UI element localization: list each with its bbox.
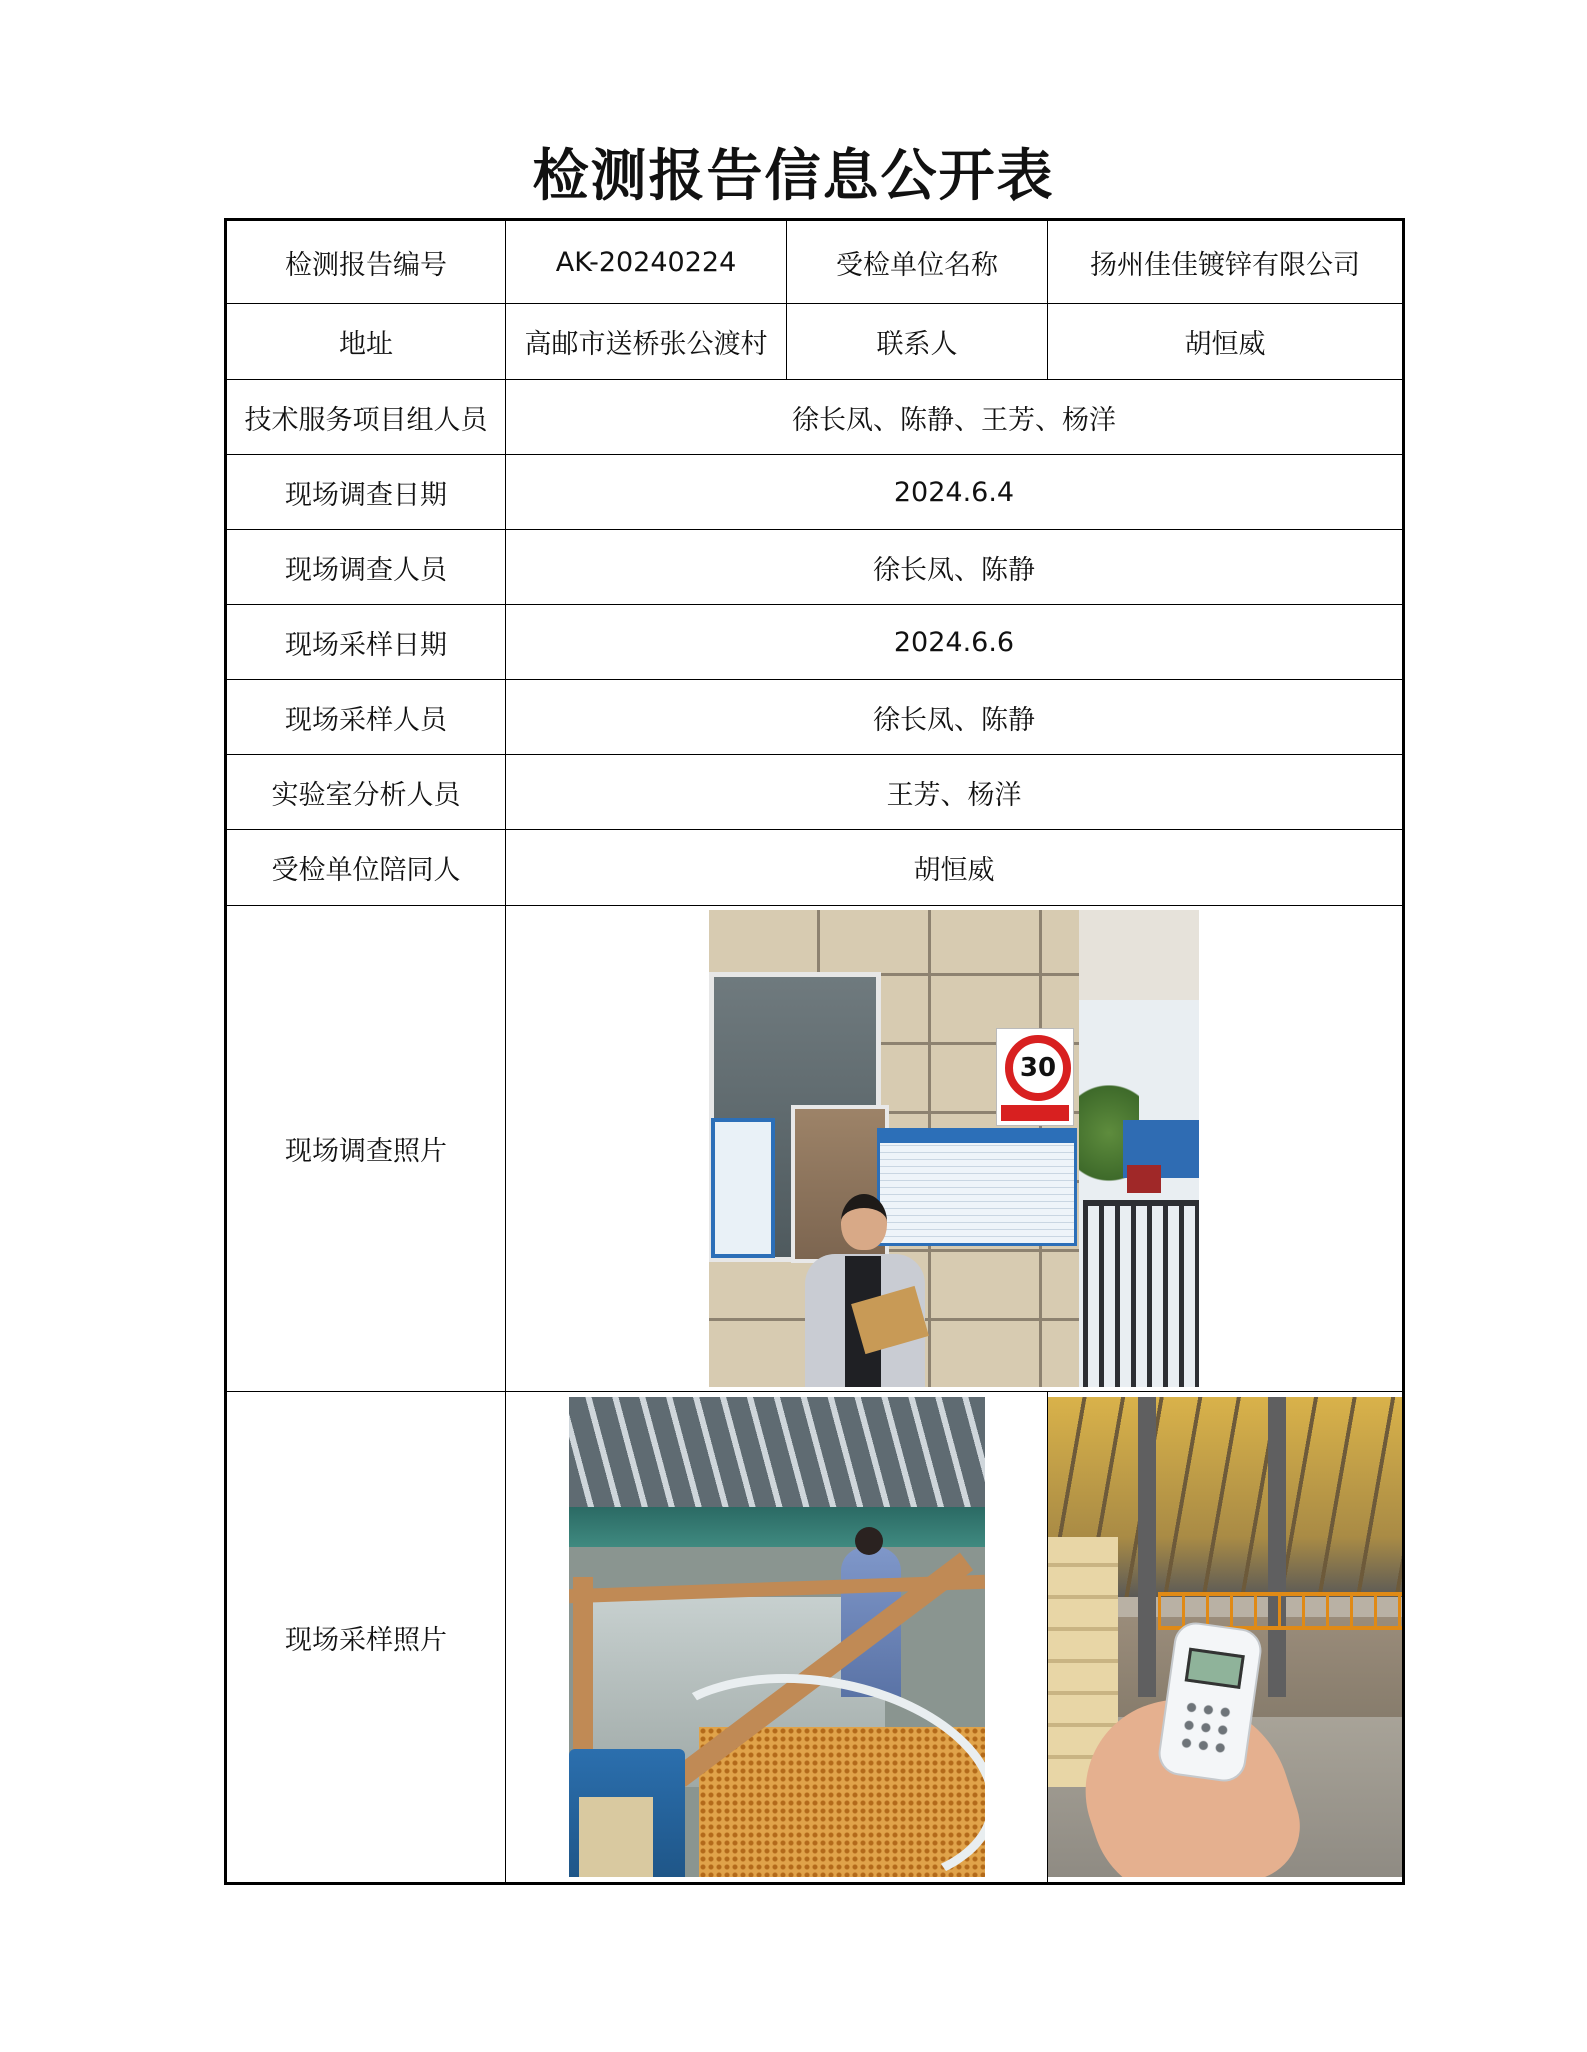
survey-staff-label: 现场调查人员 bbox=[226, 530, 506, 605]
table-row bbox=[226, 906, 1404, 1392]
survey-date-label: 现场调查日期 bbox=[226, 455, 506, 530]
table-row bbox=[226, 220, 1404, 304]
team-label: 技术服务项目组人员 bbox=[226, 380, 506, 455]
contact-value: 胡恒威 bbox=[1048, 304, 1404, 380]
table-row bbox=[226, 680, 1404, 755]
address-label: 地址 bbox=[226, 304, 506, 380]
sampling-photo-2 bbox=[1048, 1397, 1404, 1877]
escort-label: 受检单位陪同人 bbox=[226, 830, 506, 906]
sampling-staff-label: 现场采样人员 bbox=[226, 680, 506, 755]
escort-value: 胡恒威 bbox=[506, 830, 1404, 906]
pump-label-plate bbox=[579, 1797, 653, 1877]
report-info-table bbox=[224, 218, 1405, 1885]
lab-staff-label: 实验室分析人员 bbox=[226, 755, 506, 830]
unit-name-value: 扬州佳佳镀锌有限公司 bbox=[1048, 220, 1404, 304]
unit-name-label: 受检单位名称 bbox=[787, 220, 1048, 304]
survey-photo bbox=[709, 910, 1199, 1387]
table-row bbox=[226, 530, 1404, 605]
page-title: 检测报告信息公开表 bbox=[532, 144, 1055, 209]
photo-column bbox=[1268, 1397, 1286, 1697]
lab-staff-value: 王芳、杨洋 bbox=[506, 755, 1404, 830]
survey-staff-value: 徐长凤、陈静 bbox=[506, 530, 1404, 605]
survey-date-value: 2024.6.4 bbox=[506, 455, 1404, 530]
photo-roof-band bbox=[569, 1507, 985, 1547]
table-row bbox=[226, 605, 1404, 680]
person-head bbox=[841, 1194, 887, 1250]
team-value: 徐长凤、陈静、王芳、杨洋 bbox=[506, 380, 1404, 455]
speed-limit-bar bbox=[1001, 1105, 1069, 1121]
sampling-date-label: 现场采样日期 bbox=[226, 605, 506, 680]
photo-sampling-pump bbox=[569, 1749, 685, 1877]
table-row bbox=[226, 755, 1404, 830]
photo-column bbox=[1138, 1397, 1156, 1697]
survey-photo-cell bbox=[506, 906, 1404, 1392]
sampling-photo-cell-1 bbox=[506, 1392, 1048, 1884]
address-value: 高邮市送桥张公渡村 bbox=[506, 304, 787, 380]
sampling-photo-1 bbox=[569, 1397, 985, 1877]
sampling-photo-label: 现场采样照片 bbox=[226, 1392, 506, 1884]
table-row bbox=[226, 380, 1404, 455]
photo-pillar bbox=[1079, 910, 1199, 1000]
table-row bbox=[226, 304, 1404, 380]
report-no-label: 检测报告编号 bbox=[226, 220, 506, 304]
photo-gate bbox=[1083, 1200, 1199, 1387]
table-row bbox=[226, 1392, 1404, 1884]
contact-label: 联系人 bbox=[787, 304, 1048, 380]
speed-limit-number: 30 bbox=[1005, 1035, 1071, 1101]
table-row bbox=[226, 455, 1404, 530]
photo-truck bbox=[1127, 1165, 1161, 1193]
sampling-staff-value: 徐长凤、陈静 bbox=[506, 680, 1404, 755]
sampling-date-value: 2024.6.6 bbox=[506, 605, 1404, 680]
report-no-value: AK-20240224 bbox=[506, 220, 787, 304]
speed-limit-sign bbox=[996, 1028, 1074, 1126]
photo-notice-board-left bbox=[711, 1118, 775, 1258]
sampling-photo-cell-2 bbox=[1048, 1392, 1404, 1884]
table-row bbox=[226, 830, 1404, 906]
survey-photo-label: 现场调查照片 bbox=[226, 906, 506, 1392]
photo-person-with-clipboard bbox=[801, 1194, 929, 1387]
